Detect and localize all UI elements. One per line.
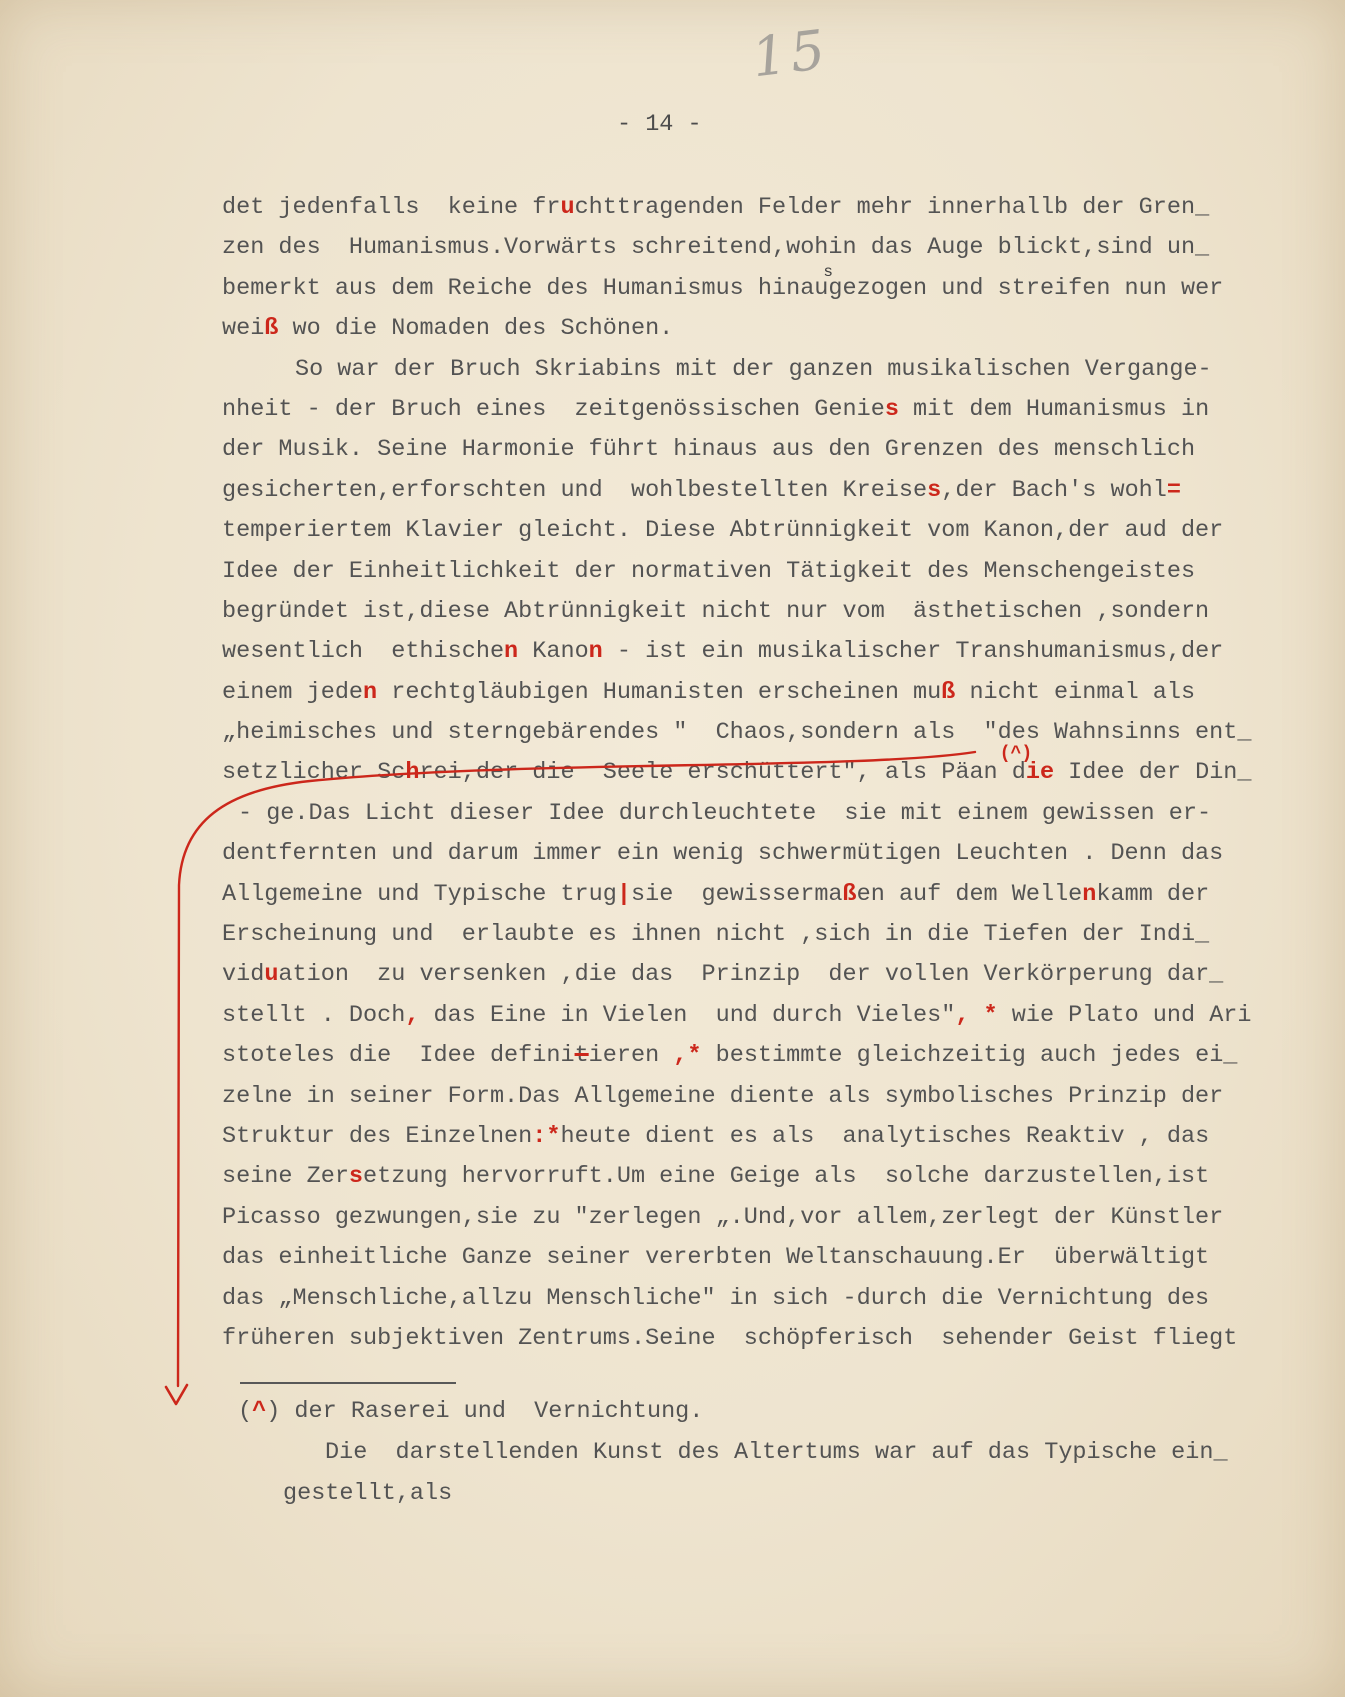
body-line-8 bbox=[222, 471, 1322, 511]
typed-text: Die darstellenden Kunst des Altertums war auf das Typische ein_ bbox=[325, 1439, 1228, 1466]
body-line-5 bbox=[222, 350, 1322, 390]
typed-text: „heimisches und sterngebärendes " Chaos,sondern als "des Wahnsinns ent_ bbox=[222, 719, 1252, 747]
correction-mark: n bbox=[363, 678, 378, 706]
typed-text: rechtgläubigen Humanisten erscheinen mu bbox=[377, 678, 942, 706]
typed-text: nicht einmal als bbox=[955, 678, 1196, 706]
typed-text: ,der Bach's wohl bbox=[941, 476, 1167, 504]
correction-mark: t bbox=[574, 1042, 589, 1070]
footnotes-line-1 bbox=[238, 1391, 1318, 1432]
typed-text: setzlicher Sc bbox=[222, 759, 406, 787]
typed-text: vid bbox=[222, 961, 265, 989]
typed-text: zen des Humanismus.Vorwärts schreitend,wohin das Auge blickt,sind un_ bbox=[222, 234, 1210, 262]
typed-text: ( bbox=[238, 1398, 253, 1425]
body-text bbox=[222, 188, 1322, 1359]
footnotes bbox=[238, 1391, 1318, 1514]
typed-text: seine Zer bbox=[222, 1163, 349, 1191]
typed-text: sie gewisserma bbox=[630, 880, 843, 908]
correction-mark: ß bbox=[264, 315, 279, 343]
typed-text: en auf dem Welle bbox=[856, 880, 1083, 908]
typed-text: - ist ein musikalischer Transhumanismus,der bbox=[602, 638, 1224, 666]
body-line-18 bbox=[222, 875, 1322, 915]
body-line-25 bbox=[222, 1157, 1322, 1197]
correction-mark: :* bbox=[532, 1122, 561, 1150]
typed-text: mit dem Humanismus in bbox=[898, 395, 1210, 423]
correction-mark: , * bbox=[955, 1001, 998, 1029]
correction-mark: n bbox=[588, 638, 603, 666]
footnotes-line-2 bbox=[238, 1432, 1318, 1473]
typed-text: Idee der Din_ bbox=[1054, 759, 1252, 787]
body-line-12 bbox=[222, 632, 1322, 672]
body-line-15: setzlicher Schrei,der die Seele erschüttert", als Päan (^)die Idee der Din_ bbox=[222, 744, 1252, 787]
typed-text: gestellt,als bbox=[283, 1480, 453, 1507]
typed-text: begründet ist,diese Abtrünnigkeit nicht nur vom ästhetischen ,sondern bbox=[222, 597, 1210, 625]
typed-text: früheren subjektiven Zentrums.Seine schöpferisch sehender Geist fliegt bbox=[222, 1324, 1238, 1352]
typed-text: ation zu versenken ,die das Prinzip der vollen Verkörperung dar_ bbox=[278, 961, 1224, 989]
typed-text: bemerkt aus dem Reiche des Humanismus hinau bbox=[222, 274, 829, 302]
correction-mark: ^ bbox=[252, 1398, 267, 1425]
correction-mark: s bbox=[927, 476, 942, 504]
correction-mark: | bbox=[616, 880, 631, 908]
body-line-23 bbox=[222, 1077, 1322, 1117]
typed-text: - ge.Das Licht dieser Idee durchleuchtete sie mit einem gewissen er- bbox=[238, 799, 1212, 827]
body-line-14 bbox=[222, 713, 1322, 753]
typed-text: kamm der bbox=[1096, 880, 1210, 908]
typed-text: ) der Raserei und Vernichtung. bbox=[266, 1398, 704, 1425]
typed-text: einem jede bbox=[222, 678, 364, 706]
body-line-4 bbox=[222, 309, 1322, 349]
typed-text: etzung hervorruft.Um eine Geige als solche darzustellen,ist bbox=[363, 1163, 1210, 1191]
correction-mark: ß bbox=[941, 678, 956, 706]
body-line-2 bbox=[222, 228, 1322, 268]
handwritten-page-number: 15 bbox=[748, 17, 833, 90]
body-line-6 bbox=[222, 390, 1322, 430]
body-line-27 bbox=[222, 1238, 1322, 1278]
typed-text: dentfernten und darum immer ein wenig schwermütigen Leuchten . Denn das bbox=[222, 840, 1224, 868]
typed-text: d bbox=[1011, 759, 1026, 787]
typed-text: das „Menschliche,allzu Menschliche" in sich -durch die Vernichtung des bbox=[222, 1284, 1210, 1312]
body-line-26 bbox=[222, 1198, 1322, 1238]
body-line-9 bbox=[222, 511, 1322, 551]
typed-text: zelne in seiner Form.Das Allgemeine diente als symbolisches Prinzip der bbox=[222, 1082, 1224, 1110]
correction-mark: h bbox=[405, 759, 420, 787]
footnotes-line-3 bbox=[238, 1473, 1318, 1514]
typed-text: rei,der die Seele erschüttert", als Päan bbox=[419, 759, 1012, 787]
correction-mark: ß bbox=[842, 880, 857, 908]
correction-mark: = bbox=[1166, 476, 1181, 504]
correction-mark: , bbox=[405, 1001, 420, 1029]
typed-text: Struktur des Einzelnen bbox=[222, 1122, 533, 1150]
body-line-21 bbox=[222, 996, 1322, 1036]
typed-text: gezogen und streifen nun wer bbox=[828, 274, 1224, 302]
body-line-10 bbox=[222, 552, 1322, 592]
typed-text: Allgemeine und Typische trug bbox=[222, 880, 617, 908]
typed-text: stellt . Doch bbox=[222, 1001, 406, 1029]
typed-text: der Musik. Seine Harmonie führt hinaus aus den Grenzen des menschlich bbox=[222, 436, 1196, 464]
body-line-11 bbox=[222, 592, 1322, 632]
body-line-19 bbox=[222, 915, 1322, 955]
body-line-16 bbox=[222, 794, 1322, 834]
body-line-13 bbox=[222, 673, 1322, 713]
typed-text: bestimmte gleichzeitig auch jedes ei_ bbox=[701, 1042, 1238, 1070]
typed-text: wie Plato und Ari bbox=[997, 1001, 1252, 1029]
typed-text: nheit - der Bruch eines zeitgenössischen Genie bbox=[222, 395, 885, 423]
typed-text: wei bbox=[222, 315, 265, 343]
body-line-28 bbox=[222, 1279, 1322, 1319]
body-line-17 bbox=[222, 834, 1322, 874]
typed-text: det jedenfalls keine fr bbox=[222, 194, 561, 221]
correction-mark: n bbox=[1082, 880, 1097, 908]
correction-mark: u bbox=[560, 194, 575, 221]
correction-mark: n bbox=[504, 638, 519, 666]
typed-text: stoteles die Idee defini bbox=[222, 1042, 575, 1070]
body-line-20 bbox=[222, 955, 1322, 995]
typed-text: das Eine in Vielen und durch Vieles" bbox=[419, 1001, 956, 1029]
typed-text: chttragenden Felder mehr innerhallb der Gren_ bbox=[574, 194, 1210, 221]
typed-text: wesentlich ethische bbox=[222, 638, 505, 666]
typed-text: wo die Nomaden des Schönen. bbox=[278, 315, 674, 343]
body-line-22 bbox=[222, 1036, 1322, 1076]
typed-text: Idee der Einheitlichkeit der normativen Tätigkeit des Menschengeistes bbox=[222, 557, 1196, 585]
typed-text: das einheitliche Ganze seiner vererbten Weltanschauung.Er überwältigt bbox=[222, 1244, 1210, 1272]
typed-text: Picasso gezwungen,sie zu "zerlegen „.Und,vor allem,zerlegt der Künstler bbox=[222, 1203, 1224, 1231]
body-line-3: bemerkt aus dem Reiche des Humanismus hinausgezogen und streifen nun wer bbox=[222, 262, 1224, 302]
typed-text: So war der Bruch Skriabins mit der ganzen musikalischen Vergange- bbox=[295, 355, 1212, 383]
correction-mark: ,* bbox=[673, 1042, 702, 1070]
body-line-24 bbox=[222, 1117, 1322, 1157]
footnote-rule bbox=[240, 1382, 456, 1384]
body-line-7 bbox=[222, 430, 1322, 470]
typed-text: Kano bbox=[518, 638, 589, 666]
page-number: - 14 - bbox=[617, 111, 702, 138]
correction-mark: ie bbox=[1025, 759, 1055, 787]
correction-mark: s bbox=[348, 1163, 364, 1191]
typed-text: Erscheinung und erlaubte es ihnen nicht ,sich in die Tiefen der Indi_ bbox=[222, 921, 1210, 949]
typed-text: ieren bbox=[588, 1042, 674, 1070]
body-line-29 bbox=[222, 1319, 1322, 1359]
body-line-1 bbox=[222, 188, 1322, 228]
correction-mark: s bbox=[884, 395, 899, 423]
correction-mark: u bbox=[264, 961, 279, 989]
typed-text: gesicherten,erforschten und wohlbestellten Kreise bbox=[222, 476, 928, 504]
typed-text: temperiertem Klavier gleicht. Diese Abtrünnigkeit vom Kanon,der aud der bbox=[222, 517, 1224, 545]
typed-text: heute dient es als analytisches Reaktiv , das bbox=[560, 1122, 1210, 1150]
